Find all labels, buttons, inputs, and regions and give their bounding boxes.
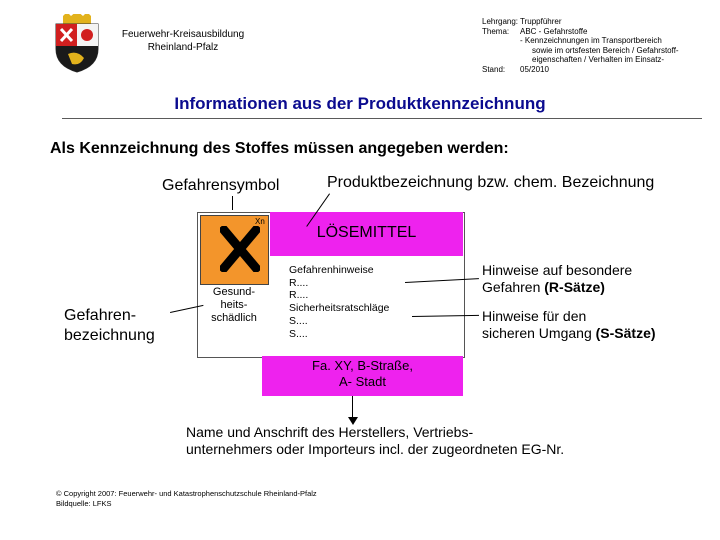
connector-address — [352, 396, 353, 418]
r-phrase: R.... — [289, 276, 309, 289]
label-hazard-symbol: Gefahrensymbol — [162, 177, 280, 194]
s-phrase: S.... — [289, 327, 308, 340]
topic-key: Thema: — [482, 26, 510, 36]
date-key: Stand: — [482, 64, 506, 74]
hazard-hints-heading: Gefahrenhinweise — [289, 264, 374, 276]
note-line: Hinweise für den — [482, 308, 587, 324]
state-coat-of-arms — [52, 14, 102, 74]
hazard-name-line: Gesund- — [212, 286, 256, 298]
manufacturer-address — [262, 358, 463, 390]
note-line: Hinweise auf besondere — [482, 262, 633, 278]
note-r-phrases — [482, 262, 632, 296]
image-source-line: Bildquelle: LFKS — [56, 499, 112, 508]
org-line-2: Rheinland-Pfalz — [147, 42, 219, 53]
organization-name — [118, 28, 248, 54]
date-value: 05/2010 — [520, 64, 549, 74]
address-line: A- Stadt — [339, 374, 386, 389]
manufacturer-note-line: unternehmers oder Importeurs incl. der zugeordneten EG-Nr. — [186, 441, 565, 457]
safety-advice-heading: Sicherheitsratschläge — [289, 302, 390, 315]
title-divider — [62, 118, 702, 119]
copyright-line: © Copyright 2007: Feuerwehr- und Katastrophenschutzschule Rheinland-Pfalz — [56, 489, 317, 498]
note-emphasis: (R-Sätze) — [544, 279, 605, 295]
course-value: Truppführer — [520, 17, 562, 26]
hazard-name — [200, 286, 268, 325]
copyright-footer — [56, 489, 317, 509]
hazard-designation-line: bezeichnung — [64, 327, 155, 344]
product-name: LÖSEMITTEL — [316, 224, 417, 241]
address-line: Fa. XY, B-Straße, — [312, 358, 413, 373]
course-meta — [482, 17, 717, 74]
label-hazard-designation — [64, 306, 155, 346]
org-line-1: Feuerwehr-Kreisausbildung — [121, 29, 245, 40]
r-phrase: R.... — [289, 289, 309, 302]
topic-line: ABC - Gefahrstoffe — [520, 26, 588, 36]
hazard-hints — [289, 264, 389, 340]
hazard-name-line: heits- — [220, 299, 248, 311]
note-line: sicheren Umgang — [482, 325, 596, 341]
course-key: Lehrgang: — [482, 17, 519, 26]
manufacturer-note-line: Name und Anschrift des Herstellers, Vertriebs- — [186, 424, 474, 440]
topic-line: eigenschaften / Verhalten im Einsatz- — [532, 55, 665, 64]
page-title: Informationen aus der Produktkennzeichnung — [174, 94, 546, 113]
note-s-phrases — [482, 308, 656, 342]
section-subtitle: Als Kennzeichnung des Stoffes müssen angegeben werden: — [50, 140, 509, 157]
topic-line: - Kennzeichnungen im Transportbereich — [520, 36, 662, 45]
hazard-designation-line: Gefahren- — [64, 307, 137, 324]
hazard-symbol-code: Xn — [255, 217, 265, 226]
note-emphasis: (S-Sätze) — [595, 325, 656, 341]
s-phrase: S.... — [289, 314, 308, 327]
topic-line: sowie im ortsfesten Bereich / Gefahrstoff- — [532, 45, 679, 55]
hazard-name-line: schädlich — [211, 312, 257, 324]
cross-icon — [220, 226, 260, 272]
manufacturer-note — [186, 424, 564, 458]
note-line: Gefahren — [482, 279, 545, 295]
connector-symbol — [232, 196, 233, 210]
label-product-name: Produktbezeichnung bzw. chem. Bezeichnung — [327, 174, 655, 191]
